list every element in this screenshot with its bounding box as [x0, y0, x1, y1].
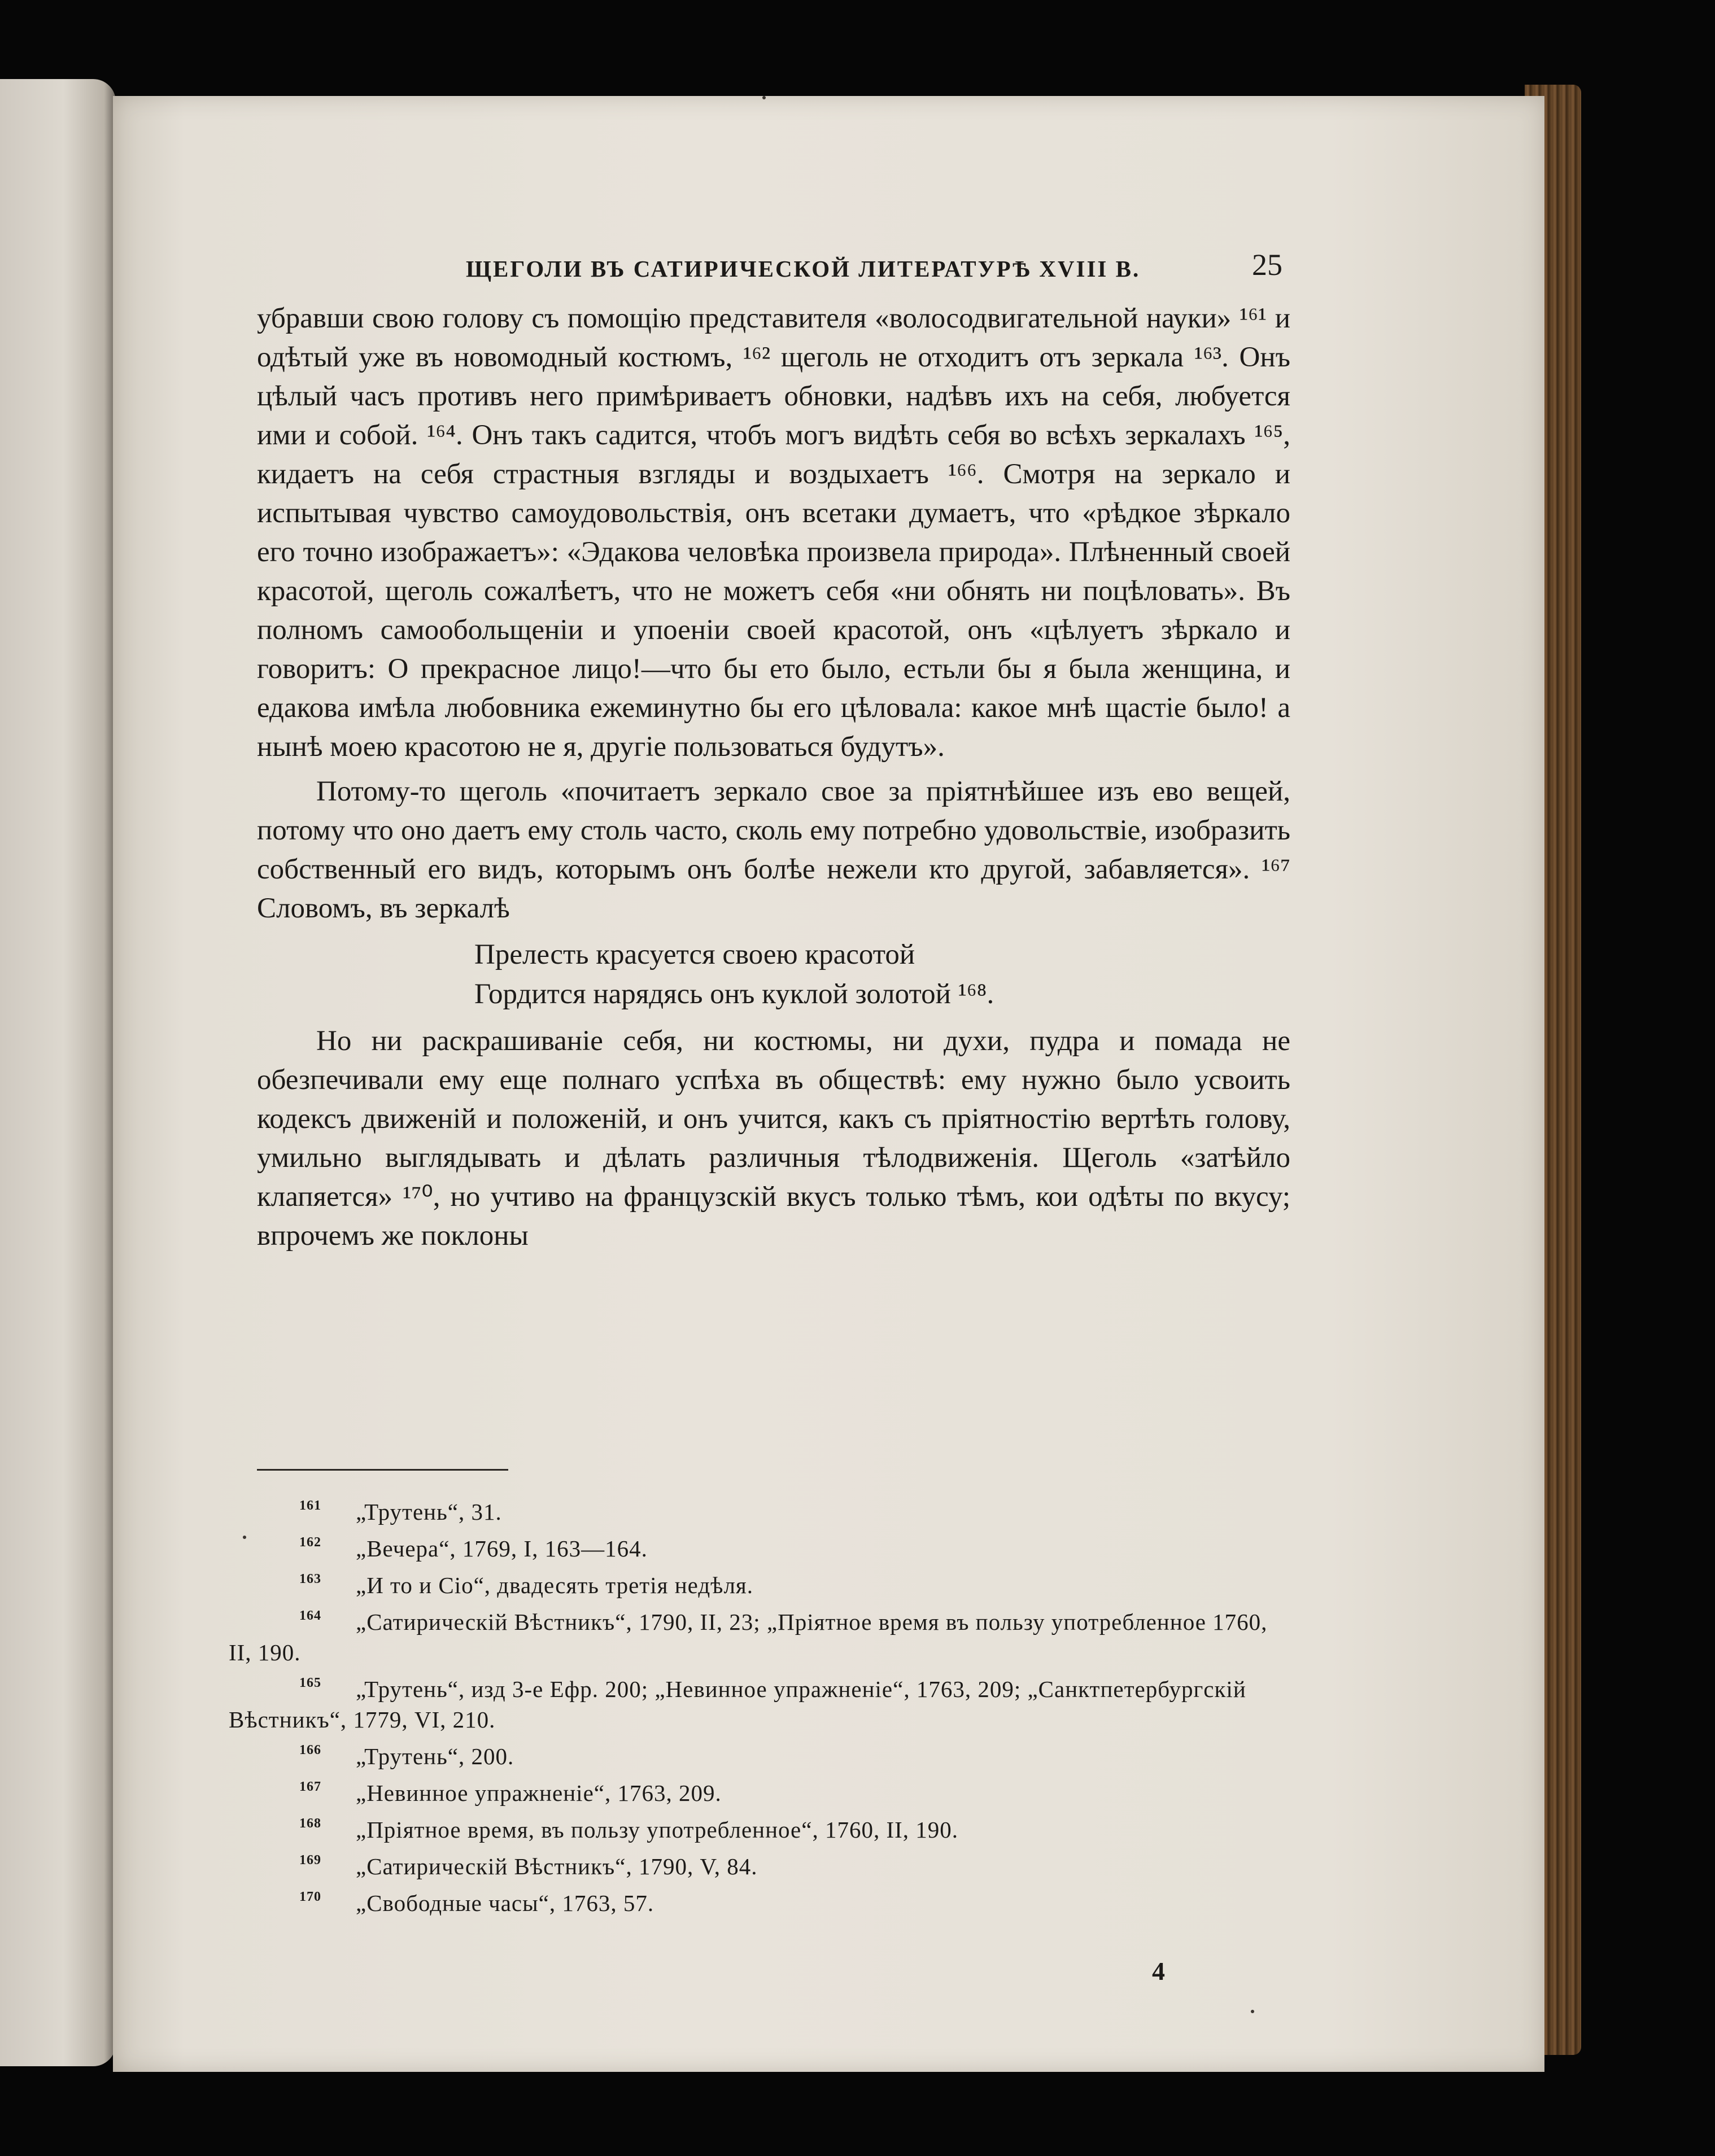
footnote-164: 164 „Сатирическій Вѣстникъ“, 1790, II, 23; „Пріятное время въ пользу употребленное 1760, II, 190. [229, 1608, 1268, 1665]
footnote-166: 166 „Трутень“, 200. [299, 1743, 514, 1769]
print-speck [243, 1536, 246, 1539]
footnote-167: 167 „Невинное упражненіе“, 1763, 209. [299, 1779, 722, 1806]
print-speck [1251, 2010, 1254, 2013]
footnote-162: 162 „Вечера“, 1769, I, 163—164. [299, 1535, 648, 1562]
footnote-168: 168 „Пріятное время, въ пользу употребленное“, 1760, II, 190. [299, 1816, 959, 1843]
paragraph-2: Потому-то щеголь «почитаетъ зеркало свое за пріятнѣйшее изъ ево вещей, потому что оно даетъ ему столь часто, сколь ему потребно удовольствіе, изобразить собственный его видъ, которымъ онъ болѣе нежели кто другой, забавляется». ¹⁶⁷ Словомъ, въ зеркалѣ [257, 776, 1290, 924]
paragraph-3: Но ни раскрашиваніе себя, ни костюмы, ни духи, пудра и помада не обезпечивали ему еще полнаго успѣха въ обществѣ: ему нужно было усвоить кодексъ движеній и положеній, и онъ учится, какъ съ пріятностію вертѣть голову, умильно выглядывать и дѣлать различныя тѣлодвиженія. Щеголь «затѣйло клапяется» ¹⁷⁰, но учтиво на французскій вкусъ только тѣмъ, кои одѣты по вкусу; впрочемъ же поклоны [257, 1025, 1290, 1252]
footnote-161: 161 „Трутень“, 31. [299, 1498, 502, 1525]
left-page-edge [0, 79, 116, 2066]
footnotes [229, 1490, 1296, 1918]
running-title: ЩЕГОЛИ ВЪ САТИРИЧЕСКОЙ ЛИТЕРАТУРѢ XVIII В. [466, 256, 1141, 282]
footnote-170: 170 „Свободные часы“, 1763, 57. [299, 1890, 654, 1916]
page-number: 25 [1252, 248, 1282, 282]
main-text [257, 299, 1290, 1256]
verse-quote [257, 935, 1290, 1014]
footnote-163: 163 „И то и Сіо“, двадесять третія недѣля. [299, 1572, 754, 1598]
verse-line-2: Гордится нарядясь онъ куклой золотой ¹⁶⁸. [474, 978, 994, 1010]
signature-mark: 4 [1152, 1957, 1165, 1986]
paragraph-1: убравши свою голову съ помощію представителя «волосодвигательной науки» ¹⁶¹ и одѣтый уже въ новомодный костюмъ, ¹⁶² щеголь не отходитъ отъ зеркала ¹⁶³. Онъ цѣлый часъ противъ него примѣриваетъ обновки, надѣвъ ихъ на себя, любуется ими и собой. ¹⁶⁴. Онъ такъ садится, чтобъ могъ видѣть себя во всѣхъ зеркалахъ ¹⁶⁵, кидаетъ на себя страстныя взгляды и воздыхаетъ ¹⁶⁶. Смотря на зеркало и испытывая чувство самоудовольствія, онъ всетаки думаетъ, что «рѣдкое зѣркало его точно изображаетъ»: «Эдакова человѣка произвела природа». Плѣненный своей красотой, щеголь сожалѣетъ, что не можетъ себя «ни обнять ни поцѣловать». Въ полномъ самообольщеніи и упоеніи своей красотой, онъ «цѣлуетъ зѣркало и говоритъ: О прекрасное лицо!—что бы ето было, естьли бы я была женщина, и едакова имѣла любовника ежеминутно бы его цѣловала: какое мнѣ щастіе было! а нынѣ моею красотою не я, другіе пользоваться будутъ». [257, 303, 1290, 763]
verse-line-1: Прелесть красуется своею красотой [474, 939, 915, 970]
footnote-divider [257, 1469, 508, 1471]
footnote-169: 169 „Сатирическій Вѣстникъ“, 1790, V, 84. [299, 1853, 758, 1879]
footnote-165: 165 „Трутень“, изд 3-е Ефр. 200; „Невинное упражненіе“, 1763, 209; „Санктпетербургскій Вѣстникъ“, 1779, VI, 210. [229, 1676, 1246, 1733]
book-page [113, 96, 1544, 2072]
print-speck [762, 96, 766, 99]
